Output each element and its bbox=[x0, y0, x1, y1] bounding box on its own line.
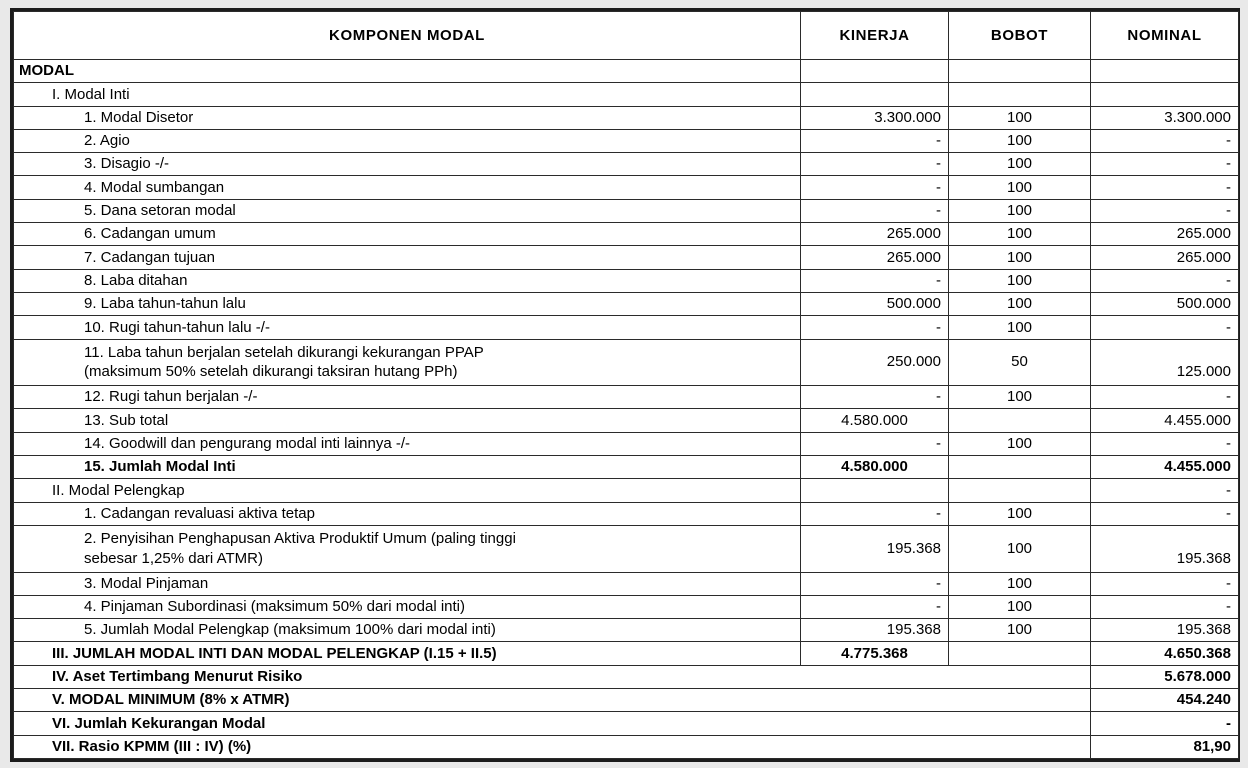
column-header-bobot: BOBOT bbox=[949, 12, 1091, 60]
cell-nominal: 4.455.000 bbox=[1091, 409, 1239, 432]
cell-bobot: 100 bbox=[949, 386, 1091, 409]
cell-bobot: 100 bbox=[949, 316, 1091, 339]
column-header-komponen-modal: KOMPONEN MODAL bbox=[14, 12, 801, 60]
row-label-line1: 5. Dana setoran modal bbox=[84, 202, 236, 220]
row-label bbox=[14, 129, 801, 152]
row-label bbox=[14, 665, 1091, 688]
row-label bbox=[14, 456, 801, 479]
table-row bbox=[14, 572, 1239, 595]
cell-bobot bbox=[949, 83, 1091, 106]
table-row bbox=[14, 525, 1239, 572]
row-label-line1: 15. Jumlah Modal Inti bbox=[84, 458, 236, 476]
spreadsheet-sheet bbox=[10, 8, 1240, 762]
cell-bobot bbox=[949, 60, 1091, 83]
row-label bbox=[14, 223, 801, 246]
table-row bbox=[14, 60, 1239, 83]
row-label-line1: IV. Aset Tertimbang Menurut Risiko bbox=[52, 667, 303, 685]
cell-kinerja: - bbox=[801, 316, 949, 339]
cell-nominal: 5.678.000 bbox=[1091, 665, 1239, 688]
cell-nominal: 265.000 bbox=[1091, 223, 1239, 246]
cell-nominal: - bbox=[1091, 572, 1239, 595]
cell-bobot: 100 bbox=[949, 129, 1091, 152]
row-label-line1: 5. Jumlah Modal Pelengkap (maksimum 100% dari modal inti) bbox=[84, 621, 496, 639]
cell-bobot: 100 bbox=[949, 176, 1091, 199]
table-row bbox=[14, 83, 1239, 106]
cell-kinerja bbox=[801, 479, 949, 502]
cell-bobot bbox=[949, 456, 1091, 479]
row-label-line1: 4. Modal sumbangan bbox=[84, 178, 225, 196]
cell-nominal: - bbox=[1091, 129, 1239, 152]
table-header bbox=[14, 12, 1239, 60]
row-label-line1: MODAL bbox=[19, 62, 74, 80]
row-label bbox=[14, 409, 801, 432]
row-label bbox=[14, 595, 801, 618]
table-row bbox=[14, 106, 1239, 129]
row-label bbox=[14, 153, 801, 176]
cell-nominal: 265.000 bbox=[1091, 246, 1239, 269]
row-label-line1: III. JUMLAH MODAL INTI DAN MODAL PELENGKAP (I.15 + II.5) bbox=[52, 644, 497, 662]
row-label bbox=[14, 269, 801, 292]
cell-bobot: 50 bbox=[949, 339, 1091, 386]
row-label-line1: 13. Sub total bbox=[84, 411, 169, 429]
cell-kinerja: 500.000 bbox=[801, 292, 949, 315]
cell-kinerja: - bbox=[801, 153, 949, 176]
cell-nominal: - bbox=[1091, 595, 1239, 618]
row-label-line1: 6. Cadangan umum bbox=[84, 225, 216, 243]
cell-bobot: 100 bbox=[949, 153, 1091, 176]
row-label-line1: 10. Rugi tahun-tahun lalu -/- bbox=[84, 318, 270, 336]
row-label-line2: (maksimum 50% setelah dikurangi taksiran hutang PPh) bbox=[84, 363, 458, 381]
table-row bbox=[14, 199, 1239, 222]
cell-kinerja: - bbox=[801, 386, 949, 409]
cell-kinerja: 4.580.000 bbox=[801, 409, 949, 432]
column-header-nominal: NOMINAL bbox=[1091, 12, 1239, 60]
cell-nominal: 454.240 bbox=[1091, 689, 1239, 712]
row-label-line1: 2. Penyisihan Penghapusan Aktiva Produktif Umum (paling tinggi bbox=[84, 529, 516, 547]
row-label bbox=[14, 432, 801, 455]
capital-component-table bbox=[13, 11, 1239, 759]
table-row bbox=[14, 502, 1239, 525]
row-label bbox=[14, 106, 801, 129]
table-row bbox=[14, 479, 1239, 502]
cell-nominal: - bbox=[1091, 316, 1239, 339]
cell-nominal bbox=[1091, 60, 1239, 83]
cell-nominal: - bbox=[1091, 199, 1239, 222]
cell-nominal: - bbox=[1091, 153, 1239, 176]
row-label bbox=[14, 735, 1091, 758]
row-label-line1: 1. Modal Disetor bbox=[84, 108, 194, 126]
row-label-line1: I. Modal Inti bbox=[52, 85, 130, 103]
cell-nominal: - bbox=[1091, 502, 1239, 525]
cell-kinerja: - bbox=[801, 502, 949, 525]
cell-bobot bbox=[949, 642, 1091, 665]
cell-kinerja: 4.775.368 bbox=[801, 642, 949, 665]
row-label bbox=[14, 712, 1091, 735]
cell-bobot: 100 bbox=[949, 432, 1091, 455]
table-row bbox=[14, 386, 1239, 409]
cell-bobot: 100 bbox=[949, 525, 1091, 572]
cell-nominal: 500.000 bbox=[1091, 292, 1239, 315]
row-label-line1: VI. Jumlah Kekurangan Modal bbox=[52, 714, 266, 732]
table-row bbox=[14, 665, 1239, 688]
cell-bobot: 100 bbox=[949, 292, 1091, 315]
row-label bbox=[14, 83, 801, 106]
row-label-line1: 8. Laba ditahan bbox=[84, 271, 188, 289]
cell-nominal: 3.300.000 bbox=[1091, 106, 1239, 129]
cell-kinerja: - bbox=[801, 595, 949, 618]
cell-bobot: 100 bbox=[949, 223, 1091, 246]
row-label-line1: VII. Rasio KPMM (III : IV) (%) bbox=[52, 737, 252, 755]
cell-bobot: 100 bbox=[949, 199, 1091, 222]
cell-nominal: 4.455.000 bbox=[1091, 456, 1239, 479]
row-label-line1: 7. Cadangan tujuan bbox=[84, 248, 215, 266]
table-row bbox=[14, 409, 1239, 432]
row-label bbox=[14, 689, 1091, 712]
cell-nominal: 4.650.368 bbox=[1091, 642, 1239, 665]
cell-bobot: 100 bbox=[949, 595, 1091, 618]
cell-nominal: 125.000 bbox=[1091, 339, 1239, 386]
table-row bbox=[14, 176, 1239, 199]
row-label-line1: 12. Rugi tahun berjalan -/- bbox=[84, 388, 258, 406]
cell-bobot: 100 bbox=[949, 106, 1091, 129]
row-label bbox=[14, 246, 801, 269]
row-label bbox=[14, 176, 801, 199]
cell-bobot bbox=[949, 479, 1091, 502]
table-row bbox=[14, 316, 1239, 339]
table-row bbox=[14, 339, 1239, 386]
table-row bbox=[14, 642, 1239, 665]
cell-nominal: - bbox=[1091, 269, 1239, 292]
row-label bbox=[14, 642, 801, 665]
table-row bbox=[14, 129, 1239, 152]
row-label bbox=[14, 525, 801, 572]
cell-kinerja: - bbox=[801, 199, 949, 222]
row-label-line1: 4. Pinjaman Subordinasi (maksimum 50% dari modal inti) bbox=[84, 598, 465, 616]
table-row bbox=[14, 269, 1239, 292]
table-row bbox=[14, 456, 1239, 479]
cell-bobot: 100 bbox=[949, 619, 1091, 642]
row-label bbox=[14, 316, 801, 339]
column-header-kinerja: KINERJA bbox=[801, 12, 949, 60]
table-row bbox=[14, 735, 1239, 758]
cell-bobot bbox=[949, 409, 1091, 432]
cell-bobot: 100 bbox=[949, 246, 1091, 269]
row-label bbox=[14, 502, 801, 525]
cell-kinerja: 250.000 bbox=[801, 339, 949, 386]
table-row bbox=[14, 223, 1239, 246]
table-row bbox=[14, 712, 1239, 735]
cell-kinerja bbox=[801, 83, 949, 106]
cell-kinerja: 265.000 bbox=[801, 246, 949, 269]
cell-nominal: 81,90 bbox=[1091, 735, 1239, 758]
cell-kinerja: 265.000 bbox=[801, 223, 949, 246]
row-label bbox=[14, 479, 801, 502]
cell-nominal bbox=[1091, 83, 1239, 106]
table-row bbox=[14, 689, 1239, 712]
cell-nominal: - bbox=[1091, 386, 1239, 409]
row-label bbox=[14, 572, 801, 595]
cell-kinerja: 195.368 bbox=[801, 619, 949, 642]
row-label-line1: V. MODAL MINIMUM (8% x ATMR) bbox=[52, 691, 290, 709]
row-label bbox=[14, 619, 801, 642]
table-row bbox=[14, 292, 1239, 315]
table-body bbox=[14, 60, 1239, 759]
table-row bbox=[14, 595, 1239, 618]
cell-kinerja: - bbox=[801, 269, 949, 292]
cell-bobot: 100 bbox=[949, 572, 1091, 595]
cell-nominal: - bbox=[1091, 176, 1239, 199]
cell-nominal: 195.368 bbox=[1091, 525, 1239, 572]
table-row bbox=[14, 619, 1239, 642]
row-label bbox=[14, 292, 801, 315]
row-label-line1: 9. Laba tahun-tahun lalu bbox=[84, 295, 246, 313]
row-label bbox=[14, 199, 801, 222]
row-label-line1: 11. Laba tahun berjalan setelah dikurangi kekurangan PPAP bbox=[84, 343, 484, 361]
row-label-line2: sebesar 1,25% dari ATMR) bbox=[84, 549, 263, 567]
cell-kinerja: - bbox=[801, 572, 949, 595]
table-row bbox=[14, 246, 1239, 269]
row-label-line1: 3. Modal Pinjaman bbox=[84, 574, 209, 592]
row-label-line1: 14. Goodwill dan pengurang modal inti lainnya -/- bbox=[84, 435, 411, 452]
cell-nominal: 195.368 bbox=[1091, 619, 1239, 642]
row-label-line1: 2. Agio bbox=[84, 132, 130, 150]
cell-nominal: - bbox=[1091, 712, 1239, 735]
cell-kinerja: - bbox=[801, 176, 949, 199]
row-label-line1: 3. Disagio -/- bbox=[84, 155, 170, 173]
row-label-line1: 1. Cadangan revaluasi aktiva tetap bbox=[84, 504, 315, 522]
table-row bbox=[14, 153, 1239, 176]
cell-bobot: 100 bbox=[949, 502, 1091, 525]
header-row bbox=[14, 12, 1239, 60]
row-label bbox=[14, 339, 801, 386]
cell-kinerja: 4.580.000 bbox=[801, 456, 949, 479]
cell-kinerja: - bbox=[801, 432, 949, 455]
row-label bbox=[14, 60, 801, 83]
row-label bbox=[14, 386, 801, 409]
cell-bobot: 100 bbox=[949, 269, 1091, 292]
cell-kinerja: 195.368 bbox=[801, 525, 949, 572]
cell-nominal: - bbox=[1091, 479, 1239, 502]
table-row bbox=[14, 432, 1239, 455]
cell-kinerja: 3.300.000 bbox=[801, 106, 949, 129]
cell-kinerja: - bbox=[801, 129, 949, 152]
cell-nominal: - bbox=[1091, 432, 1239, 455]
row-label-line1: II. Modal Pelengkap bbox=[52, 481, 185, 499]
cell-kinerja bbox=[801, 60, 949, 83]
